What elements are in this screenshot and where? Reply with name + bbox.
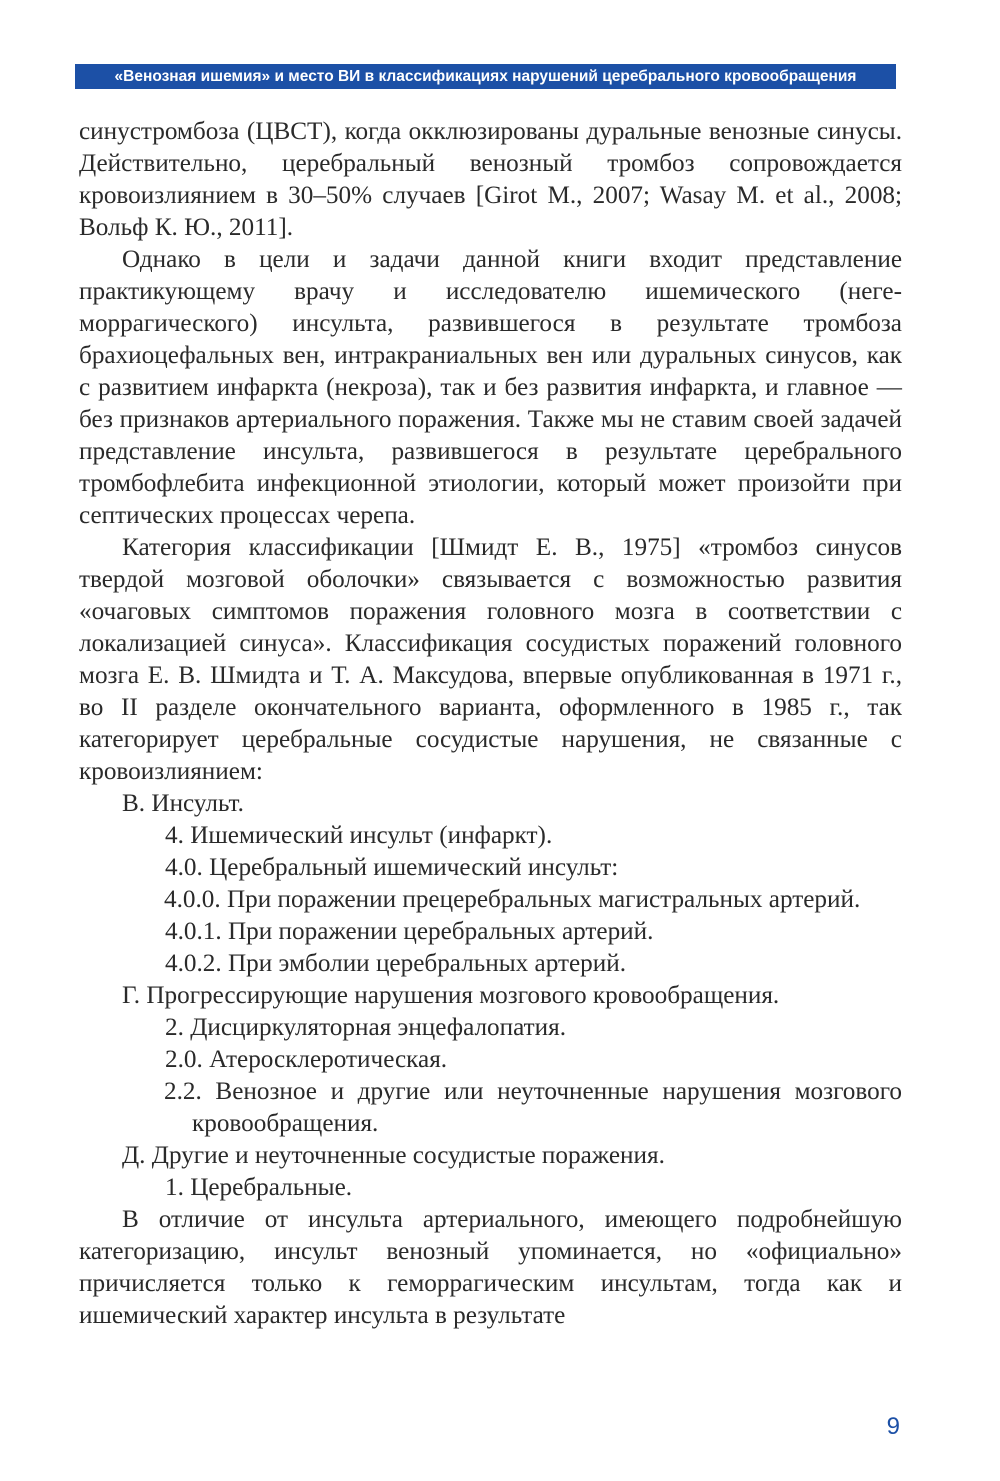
paragraph-3: Категория классификации [Шмидт Е. В., 1975] «тромбоз синусов твердой мозговой оболочки» связывается с возможностью развития «очаговых симптомов поражения головного мозга в соответствии с локализацией синуса». Классификация сосудистых поражений головного мозга Е. В. Шмидта и Т. А. Максудова, впервые опубликованная в 1971 г., во II разделе окончательного варианта, оформленного в 1985 г., так категорирует церебральные сосудистые нарушения, не связанные с кровоизлиянием: bbox=[79, 534, 902, 785]
list-item: Г. Прогрессирующие нарушения мозгового кровообращения. bbox=[122, 982, 780, 1009]
page-body bbox=[79, 116, 902, 1332]
paragraph-2: Однако в цели и задачи данной книги входит представление практикующему врачу и исследователю ишемического (негеморрагического) инсульта, развившегося в результате тромбоза брахиоцефальных вен, интракраниальных вен или дуральных синусов, как с развитием инфаркта (некроза), так и без развития инфаркта, и главное — без признаков артериального поражения. Также мы не ставим своей задачей представление инсульта, развившегося в результате церебрального тромбофлебита инфекционной этиологии, который может произойти при септических процессах черепа. bbox=[79, 246, 902, 529]
list-item: 2.0. Атеросклеротическая. bbox=[165, 1046, 448, 1073]
running-header bbox=[75, 64, 896, 89]
list-item: 4.0.1. При поражении церебральных артерий. bbox=[165, 918, 654, 945]
list-item: 2.2. Венозное и другие или неуточненные нарушения мозгового кровообращения. bbox=[164, 1078, 902, 1137]
list-item: 4.0. Церебральный ишемический инсульт: bbox=[165, 854, 619, 881]
list-item: 1. Церебральные. bbox=[165, 1174, 353, 1201]
list-item: 4. Ишемический инсульт (инфаркт). bbox=[165, 822, 553, 849]
list-item: Д. Другие и неуточненные сосудистые поражения. bbox=[122, 1142, 665, 1169]
paragraph-4: В отличие от инсульта артериального, имеющего подробнейшую категоризацию, инсульт венозный упоминается, но «официально» причисляется только к геморрагическим инсультам, тогда как и ишемический характер инсульта в результате bbox=[79, 1206, 902, 1329]
list-item: В. Инсульт. bbox=[122, 790, 244, 817]
paragraph-1: синустромбоза (ЦВСТ), когда окклюзированы дуральные венозные синусы. Действительно, церебральный венозный тромбоз сопровождается кровоизлиянием в 30–50% случаев [Girot M., 2007; Wasay M. et al., 2008; Вольф К. Ю., 2011]. bbox=[79, 118, 902, 241]
list-item: 4.0.2. При эмболии церебральных артерий. bbox=[165, 950, 627, 977]
list-item: 2. Дисциркуляторная энцефалопатия. bbox=[165, 1014, 567, 1041]
classification-list bbox=[79, 788, 902, 1204]
running-header-title: «Венозная ишемия» и место ВИ в классификациях нарушений церебрального кровообращения bbox=[114, 68, 857, 85]
list-item: 4.0.0. При поражении прецеребральных магистральных артерий. bbox=[164, 886, 861, 913]
page-number: 9 bbox=[886, 1413, 900, 1440]
